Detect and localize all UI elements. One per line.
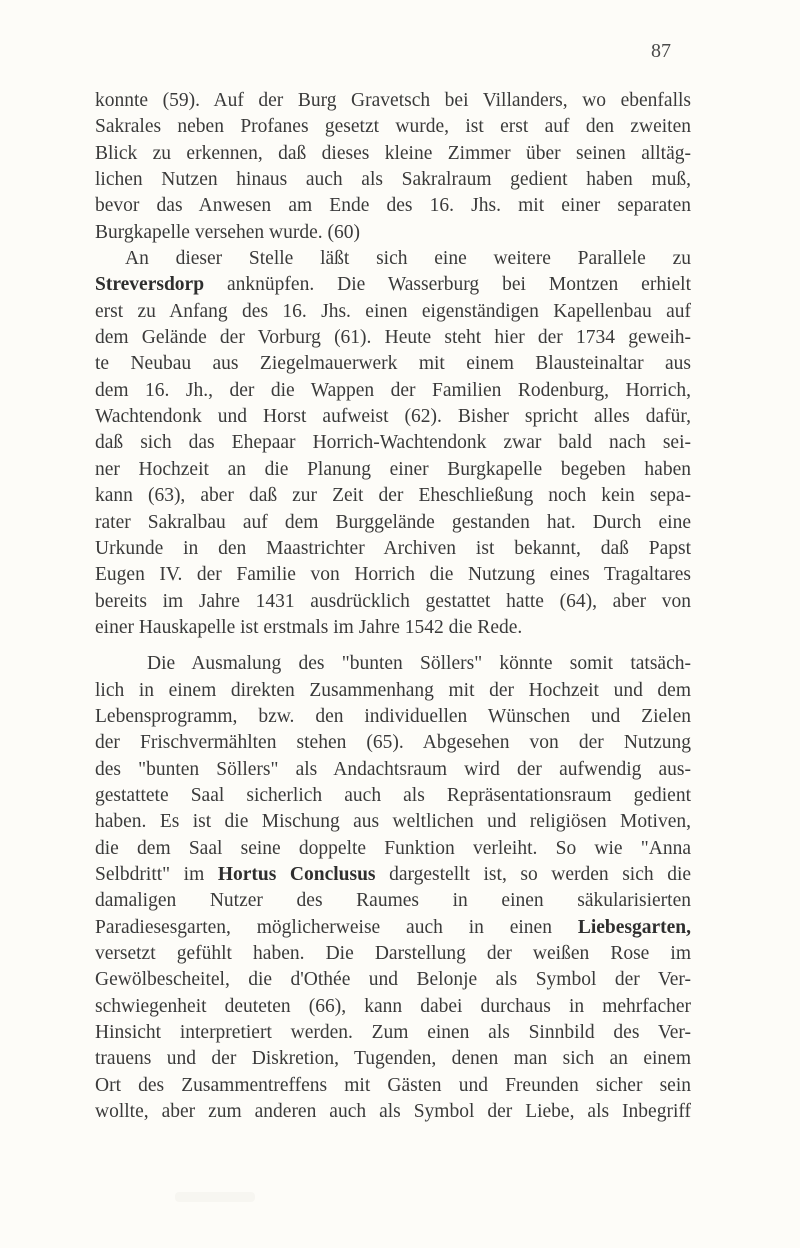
- text-line: Ort des Zusammentreffens mit Gästen und Freunden sicher sein: [95, 1074, 691, 1096]
- text-line: An dieser Stelle läßt sich eine weitere Parallele zu: [125, 248, 691, 270]
- text-line: [95, 862, 691, 888]
- text-fragment: Paradiesesgarten, möglicherweise auch in einen: [95, 916, 552, 938]
- text-fragment: ,: [686, 916, 692, 938]
- text-line: [95, 272, 691, 298]
- text-line: daß sich das Ehepaar Horrich-Wachtendonk zwar bald nach sei-: [95, 432, 691, 454]
- text-line: lichen Nutzen hinaus auch als Sakralraum gedient haben muß,: [95, 169, 691, 191]
- text-line: bevor das Anwesen am Ende des 16. Jhs. mit einer separaten: [95, 195, 691, 217]
- text-fragment: Selbdritt" im: [95, 863, 205, 885]
- text-line: Blick zu erkennen, daß dieses kleine Zimmer über seinen alltäg-: [95, 142, 691, 164]
- text-line: der Frischvermählten stehen (65). Abgesehen von der Nutzung: [95, 732, 691, 754]
- text-line: Wachtendonk und Horst aufweist (62). Bisher spricht alles dafür,: [95, 406, 691, 428]
- text-line: bereits im Jahre 1431 ausdrücklich gestattet hatte (64), aber von: [95, 590, 691, 612]
- text-line: Gewölbescheitel, die d'Othée und Belonje als Symbol der Ver-: [95, 969, 691, 991]
- text-line: versetzt gefühlt haben. Die Darstellung der weißen Rose im: [95, 943, 691, 964]
- text-line: [95, 915, 691, 941]
- text-line: kann (63), aber daß zur Zeit der Eheschließung noch kein sepa-: [95, 485, 691, 507]
- text-line: trauens und der Diskretion, Tugenden, denen man sich an einem: [95, 1048, 691, 1070]
- paragraph-3: [95, 651, 691, 1125]
- text-line: einer Hauskapelle ist erstmals im Jahre 1542 die Rede.: [95, 616, 523, 638]
- text-fragment: anknüpfen. Die Wasserburg bei Montzen erhielt: [227, 274, 691, 296]
- text-line: Burgkapelle versehen wurde. (60): [95, 221, 360, 243]
- text-line: Hinsicht interpretiert werden. Zum einen als Sinnbild des Ver-: [95, 1022, 691, 1044]
- text-line: dem 16. Jh., der die Wappen der Familien Rodenburg, Horrich,: [95, 379, 691, 401]
- text-line: haben. Es ist die Mischung aus weltlichen und religiösen Motiven,: [95, 811, 691, 833]
- text-fragment: dargestellt ist, so werden sich die: [389, 863, 692, 885]
- text-line: konnte (59). Auf der Burg Gravetsch bei Villanders, wo ebenfalls: [95, 90, 691, 111]
- body-text: [95, 88, 691, 1125]
- paragraph-2: [95, 246, 691, 641]
- text-line: Lebensprogramm, bzw. den individuellen Wünschen und Zielen: [95, 705, 691, 727]
- text-line: schwiegenheit deuteten (66), kann dabei durchaus in mehrfacher: [95, 995, 691, 1017]
- text-line: Die Ausmalung des "bunten Söllers" könnte somit tatsäch-: [147, 653, 691, 675]
- text-line: wollte, aber zum anderen auch als Symbol der Liebe, als Inbegriff: [95, 1101, 691, 1123]
- page-number: 87: [651, 40, 671, 62]
- text-line: gestattete Saal sicherlich auch als Repräsentationsraum gedient: [95, 784, 691, 806]
- text-line: ner Hochzeit an die Planung einer Burgkapelle begeben haben: [95, 458, 691, 480]
- paragraph-1: [95, 88, 691, 246]
- text-line: Eugen IV. der Familie von Horrich die Nutzung eines Tragaltares: [95, 564, 691, 586]
- text-line: damaligen Nutzer des Raumes in einen säkularisierten: [95, 890, 691, 912]
- bold-term-liebesgarten: Liebesgarten: [577, 916, 687, 938]
- text-line: die dem Saal seine doppelte Funktion verleiht. So wie "Anna: [95, 837, 691, 859]
- text-line: te Neubau aus Ziegelmauerwerk mit einem Blausteinaltar aus: [95, 353, 691, 375]
- text-line: lich in einem direkten Zusammenhang mit der Hochzeit und dem: [95, 679, 691, 701]
- text-line: Sakrales neben Profanes gesetzt wurde, ist erst auf den zweiten: [95, 116, 691, 138]
- bold-term-hortus-conclusus: Hortus Conclusus: [217, 863, 376, 885]
- text-line: Urkunde in den Maastrichter Archiven ist bekannt, daß Papst: [95, 537, 691, 559]
- paper-bleed-through: [175, 1192, 255, 1202]
- bold-term-streversdorp: Streversdorp: [95, 274, 205, 296]
- text-line: dem Gelände der Vorburg (61). Heute steht hier der 1734 geweih-: [95, 327, 691, 349]
- text-line: des "bunten Söllers" als Andachtsraum wird der aufwendig aus-: [95, 758, 691, 780]
- text-line: rater Sakralbau auf dem Burggelände gestanden hat. Durch eine: [95, 511, 691, 533]
- text-line: erst zu Anfang des 16. Jhs. einen eigenständigen Kapellenbau auf: [95, 300, 691, 322]
